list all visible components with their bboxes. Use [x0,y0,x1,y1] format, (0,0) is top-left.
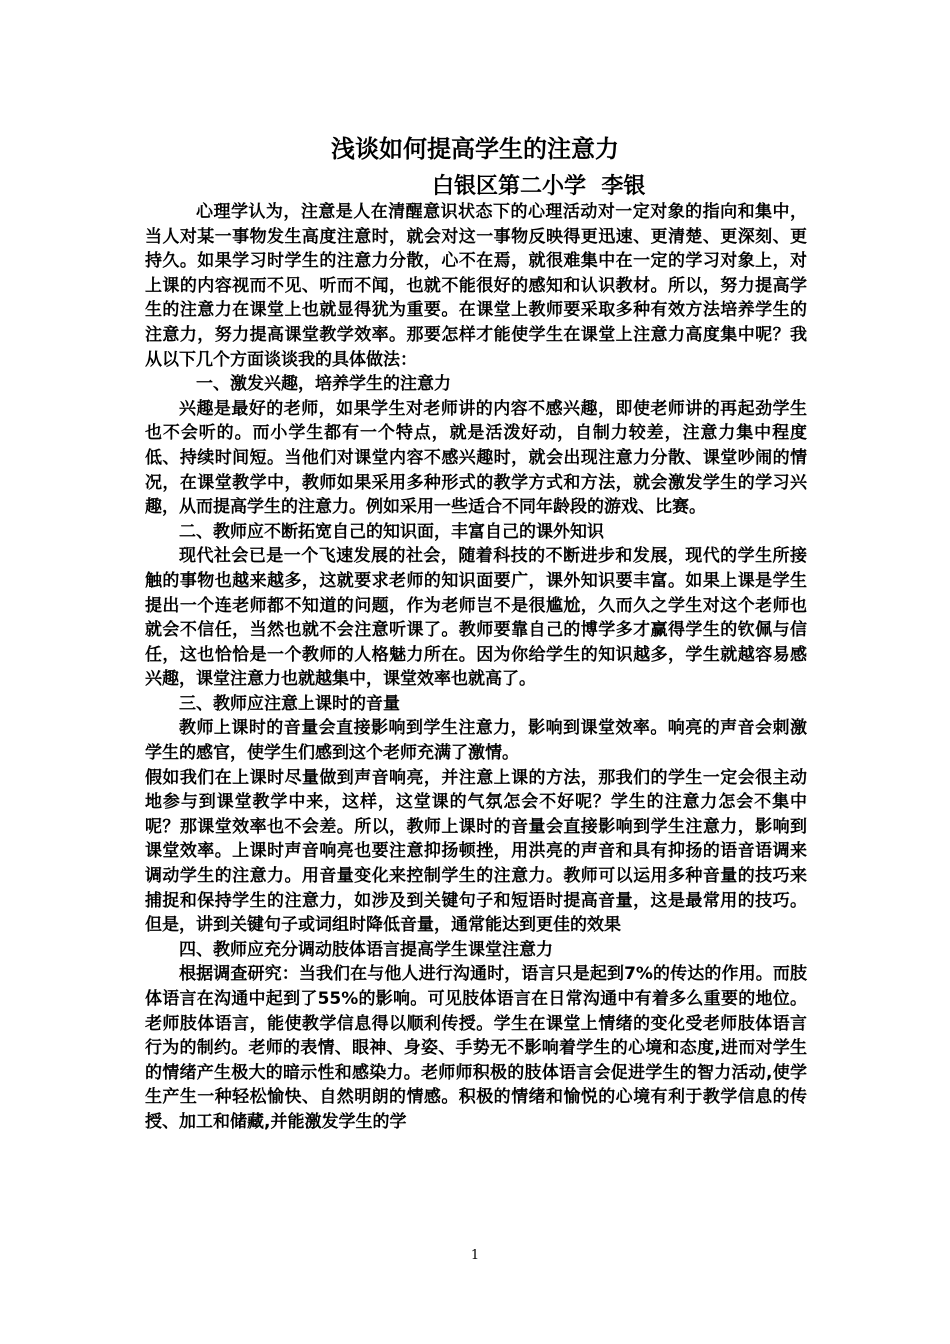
section-3-paragraph-2: 假如我们在上课时尽量做到声音响亮，并注意上课的方法，那我们的学生一定会很主动地参与到课堂教学中来，这样，这堂课的气氛怎会不好呢？学生的注意力怎会不集中呢？那课堂效率也不会差。所以，教师上课时的音量会直接影响到学生注意力，影响到课堂效率。上课时声音响亮也要注意抑扬顿挫，用洪亮的声音和具有抑扬的语音语调来调动学生的注意力。用音量变化来控制学生的注意力。教师可以运用多种音量的技巧来捕捉和保持学生的注意力，如涉及到关键句子和短语时提高音量，这是最常用的技巧。但是，讲到关键句子或词组时降低音量，通常能达到更佳的效果 [145,767,807,936]
section-heading-2: 二、教师应不断拓宽自己的知识面，丰富自己的课外知识 [179,521,604,542]
document-body [145,200,807,1135]
section-heading-3: 三、教师应注意上课时的音量 [179,693,400,714]
page-number: 1 [470,1248,480,1263]
section-heading-4: 四、教师应充分调动肢体语言提高学生课堂注意力 [179,939,553,960]
document-title: 浅谈如何提高学生的注意力 [331,135,619,163]
section-3-paragraph-1: 教师上课时的音量会直接影响到学生注意力，影响到课堂效率。响亮的声音会刺激学生的感官，使学生们感到这个老师充满了激情。 [145,718,807,764]
section-1-paragraph: 兴趣是最好的老师，如果学生对老师讲的内容不感兴趣，即使老师讲的再起劲学生也不会听的。而小学生都有一个特点，就是活泼好动，自制力较差，注意力集中程度低、持续时间短。当他们对课堂内容不感兴趣时，就会出现注意力分散、课堂吵闹的情况，在课堂教学中，教师如果采用多种形式的教学方式和方法，就会激发学生的学习兴趣，从而提高学生的注意力。例如采用一些适合不同年龄段的游戏、比赛。 [145,398,807,518]
intro-paragraph: 心理学认为，注意是人在清醒意识状态下的心理活动对一定对象的指向和集中，当人对某一事物发生高度注意时，就会对这一事物反映得更迅速、更清楚、更深刻、更持久。如果学习时学生的注意力分散，心不在焉，就很难集中在一定的学习对象上，对上课的内容视而不见、听而不闻，也就不能很好的感知和认识教材。所以，努力提高学生的注意力在课堂上也就显得犹为重要。在课堂上教师要采取多种有效方法培养学生的注意力，努力提高课堂教学效率。那要怎样才能使学生在课堂上注意力高度集中呢？我从以下几个方面谈谈我的具体做法： [145,202,807,370]
section-4-paragraph: 根据调查研究：当我们在与他人进行沟通时，语言只是起到7%的传达的作用。而肢体语言在沟通中起到了55%的影响。可见肢体语言在日常沟通中有着多么重要的地位。老师肢体语言，能使教学信息得以顺利传授。学生在课堂上情绪的变化受老师肢体语言行为的制约。老师的表情、眼神、身姿、手势无不影响着学生的心境和态度,进而对学生的情绪产生极大的暗示性和感染力。老师师积极的肢体语言会促进学生的智力活动,使学生产生一种轻松愉快、自然明朗的情感。积极的情绪和愉悦的心境有利于教学信息的传授、加工和储藏,并能激发学生的学 [145,964,807,1132]
document-author: 白银区第二小学 李银 [432,174,646,199]
section-heading-1: 一、激发兴趣，培养学生的注意力 [196,374,451,395]
section-2-paragraph: 现代社会已是一个飞速发展的社会，随着科技的不断进步和发展，现代的学生所接触的事物也越来越多，这就要求老师的知识面要广，课外知识要丰富。如果上课是学生提出一个连老师都不知道的问题，作为老师岂不是很尴尬，久而久之学生对这个老师也就会不信任，当然也就不会注意听课了。教师要靠自己的博学多才赢得学生的钦佩与信任，这也恰恰是一个教师的人格魅力所在。因为你给学生的知识越多，学生就越容易感兴趣，课堂注意力也就越集中，课堂效率也就高了。 [145,546,807,690]
